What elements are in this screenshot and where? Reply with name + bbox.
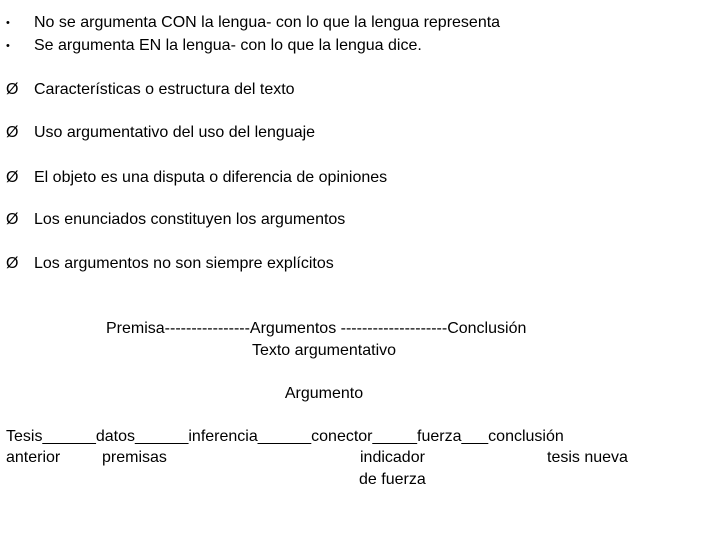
arrow-item-text: Uso argumentativo del uso del lenguaje bbox=[34, 124, 316, 141]
schema-line: Premisa----------------Argumentos --------------------Conclusión bbox=[106, 320, 527, 337]
schema-caption: Texto argumentativo bbox=[251, 342, 397, 359]
arrow-item-text: Los argumentos no son siempre explícitos bbox=[34, 255, 334, 272]
label-premisas: premisas bbox=[102, 449, 167, 466]
arrow-item-text: El objeto es una disputa o diferencia de opiniones bbox=[34, 169, 388, 186]
label-tesis-nueva: tesis nueva bbox=[547, 449, 628, 466]
label-de-fuerza: de fuerza bbox=[359, 471, 426, 488]
bullet-text: Se argumenta EN la lengua- con lo que la lengua dice. bbox=[34, 37, 422, 54]
arrow-item-text: Características o estructura del texto bbox=[34, 81, 295, 98]
arrow-bullet-icon: Ø bbox=[6, 255, 19, 272]
bullet-text: No se argumenta CON la lengua- con lo que la lengua representa bbox=[34, 14, 501, 31]
arrow-bullet-icon: Ø bbox=[6, 211, 19, 228]
argument-structure-line: Tesis______datos______inferencia______conector_____fuerza___conclusión bbox=[6, 428, 564, 445]
arrow-bullet-icon: Ø bbox=[6, 124, 19, 141]
argument-heading: Argumento bbox=[284, 385, 364, 402]
label-anterior: anterior bbox=[6, 449, 61, 466]
bullet-marker: • bbox=[6, 17, 10, 29]
arrow-item-text: Los enunciados constituyen los argumentos bbox=[34, 211, 346, 228]
bullet-marker: • bbox=[6, 40, 10, 52]
arrow-bullet-icon: Ø bbox=[6, 169, 19, 186]
label-indicador: indicador bbox=[360, 449, 425, 466]
arrow-bullet-icon: Ø bbox=[6, 81, 19, 98]
